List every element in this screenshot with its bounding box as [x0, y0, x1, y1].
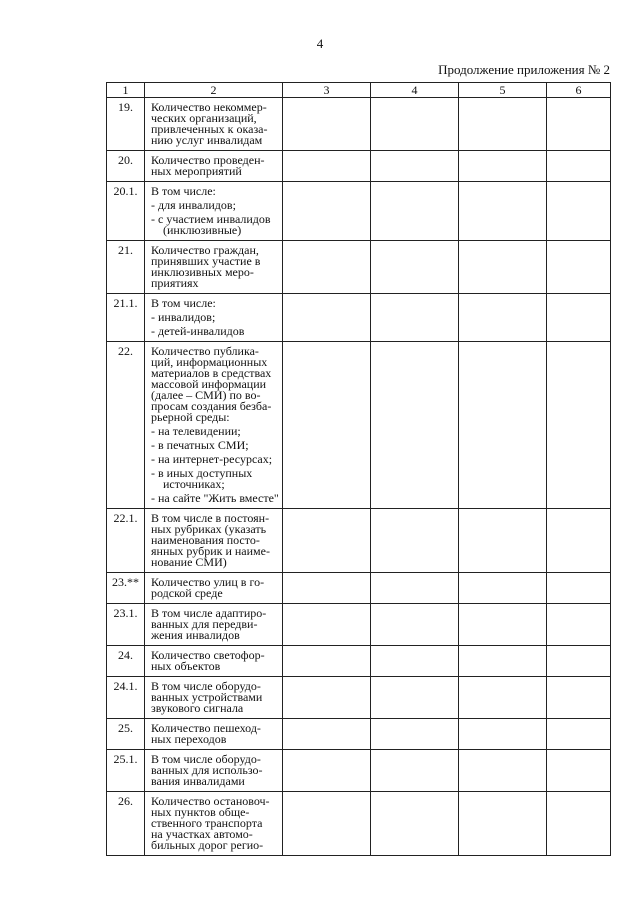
value-cell-col-5: [459, 151, 547, 182]
row-number: 21.: [107, 241, 145, 294]
row-number: 21.1.: [107, 294, 145, 342]
value-cell-col-5: [459, 182, 547, 241]
value-cell-col-5: [459, 98, 547, 151]
indicator-line: В том числе в постоян-: [151, 511, 270, 525]
indicator-line: ческих организаций,: [151, 111, 257, 125]
indicator-line: ственного транспорта: [151, 816, 263, 830]
indicator-line: ных объектов: [151, 659, 221, 673]
indicator-line: В том числе:: [151, 296, 216, 310]
header-col-3: 3: [283, 83, 371, 98]
value-cell-col-4: [371, 182, 459, 241]
indicator-line: ций, информационных: [151, 355, 268, 369]
indicator-line: Количество некоммер-: [151, 100, 267, 114]
indicator-subitem: [151, 214, 280, 236]
row-number: 23.1.: [107, 604, 145, 646]
value-cell-col-6: [547, 750, 611, 792]
value-cell-col-4: [371, 792, 459, 856]
value-cell-col-6: [547, 182, 611, 241]
indicator-line: ных рубриках (указать: [151, 522, 267, 536]
table-row: [107, 241, 611, 294]
table-row: [107, 792, 611, 856]
indicator-line: ванных для использо-: [151, 763, 263, 777]
indicator-name: [145, 677, 283, 719]
table-row: [107, 646, 611, 677]
value-cell-col-4: [371, 151, 459, 182]
indicator-line: приятиях: [151, 276, 199, 290]
indicator-line: на участках автомо-: [151, 827, 253, 841]
value-cell-col-3: [283, 677, 371, 719]
value-cell-col-5: [459, 750, 547, 792]
row-number: 25.: [107, 719, 145, 750]
value-cell-col-4: [371, 646, 459, 677]
value-cell-col-3: [283, 573, 371, 604]
indicator-line: Количество проведен-: [151, 153, 265, 167]
value-cell-col-6: [547, 241, 611, 294]
indicator-subitem: [151, 426, 280, 437]
indicator-subitem: [151, 468, 280, 490]
indicator-name: [145, 294, 283, 342]
indicator-line: ных пунктов обще-: [151, 805, 250, 819]
row-number: 22.1.: [107, 509, 145, 573]
indicator-line: Количество улиц в го-: [151, 575, 265, 589]
subitem-text: - инвалидов;: [151, 310, 216, 324]
indicator-line: родской среде: [151, 586, 223, 600]
indicator-line: нование СМИ): [151, 555, 227, 569]
indicator-line: Количество пешеход-: [151, 721, 261, 735]
indicator-name: [145, 792, 283, 856]
value-cell-col-4: [371, 604, 459, 646]
header-col-2: 2: [145, 83, 283, 98]
value-cell-col-4: [371, 509, 459, 573]
indicator-line: ванных устройствами: [151, 690, 263, 704]
indicator-line: жения инвалидов: [151, 628, 240, 642]
indicator-name: [145, 573, 283, 604]
indicator-line: инклюзивных меро-: [151, 265, 254, 279]
table-row: [107, 98, 611, 151]
indicator-name: [145, 241, 283, 294]
value-cell-col-5: [459, 294, 547, 342]
value-cell-col-3: [283, 792, 371, 856]
value-cell-col-3: [283, 342, 371, 509]
value-cell-col-3: [283, 294, 371, 342]
value-cell-col-3: [283, 182, 371, 241]
indicator-line: В том числе оборудо-: [151, 679, 261, 693]
subitem-text: - в иных доступных: [151, 466, 253, 480]
subitem-continuation: источниках;: [163, 477, 225, 491]
indicator-name: [145, 646, 283, 677]
indicator-subitem: [151, 326, 280, 337]
indicator-line: рьерной среды:: [151, 410, 230, 424]
subitem-text: - детей-инвалидов: [151, 324, 245, 338]
row-number: 22.: [107, 342, 145, 509]
indicator-name: [145, 509, 283, 573]
indicator-line: привлеченных к оказа-: [151, 122, 268, 136]
indicator-name: [145, 719, 283, 750]
subitem-text: - в печатных СМИ;: [151, 438, 249, 452]
table-row: [107, 719, 611, 750]
indicator-line: материалов в средствах: [151, 366, 272, 380]
value-cell-col-4: [371, 98, 459, 151]
row-number: 20.1.: [107, 182, 145, 241]
value-cell-col-6: [547, 677, 611, 719]
row-number: 19.: [107, 98, 145, 151]
value-cell-col-5: [459, 646, 547, 677]
row-number: 26.: [107, 792, 145, 856]
indicator-line: ных переходов: [151, 732, 227, 746]
subitem-text: - на телевидении;: [151, 424, 241, 438]
indicator-line: Количество светофор-: [151, 648, 265, 662]
value-cell-col-5: [459, 342, 547, 509]
indicator-line: В том числе оборудо-: [151, 752, 261, 766]
subitem-text: - на сайте "Жить вместе": [151, 491, 279, 505]
indicator-line: массовой информации: [151, 377, 267, 391]
value-cell-col-6: [547, 342, 611, 509]
value-cell-col-3: [283, 151, 371, 182]
value-cell-col-6: [547, 604, 611, 646]
subitem-continuation: (инклюзивные): [163, 223, 242, 237]
table-row: [107, 573, 611, 604]
value-cell-col-3: [283, 604, 371, 646]
value-cell-col-6: [547, 509, 611, 573]
indicator-line: ных мероприятий: [151, 164, 242, 178]
table-row: [107, 342, 611, 509]
indicator-line: (далее – СМИ) по во-: [151, 388, 261, 402]
row-number: 20.: [107, 151, 145, 182]
value-cell-col-6: [547, 646, 611, 677]
indicator-subitem: [151, 312, 280, 323]
indicator-name: [145, 151, 283, 182]
row-number: 25.1.: [107, 750, 145, 792]
indicator-line: ванных для передви-: [151, 617, 258, 631]
value-cell-col-4: [371, 719, 459, 750]
value-cell-col-6: [547, 792, 611, 856]
value-cell-col-6: [547, 151, 611, 182]
page-number: 4: [316, 36, 324, 51]
value-cell-col-4: [371, 294, 459, 342]
value-cell-col-3: [283, 750, 371, 792]
value-cell-col-4: [371, 241, 459, 294]
indicator-name: [145, 98, 283, 151]
indicator-line: вания инвалидами: [151, 774, 245, 788]
continuation-caption: Продолжение приложения № 2: [438, 62, 610, 77]
indicators-table: [106, 82, 611, 856]
value-cell-col-3: [283, 98, 371, 151]
indicator-line: нию услуг инвалидам: [151, 133, 263, 147]
indicator-line: Количество остановоч-: [151, 794, 270, 808]
table-row: [107, 182, 611, 241]
value-cell-col-5: [459, 604, 547, 646]
value-cell-col-5: [459, 241, 547, 294]
indicator-name: [145, 182, 283, 241]
indicator-name: [145, 750, 283, 792]
value-cell-col-5: [459, 509, 547, 573]
value-cell-col-4: [371, 677, 459, 719]
indicator-line: Количество граждан,: [151, 243, 259, 257]
row-number: 23.**: [107, 573, 145, 604]
indicator-name: [145, 604, 283, 646]
subitem-text: - на интернет-ресурсах;: [151, 452, 273, 466]
value-cell-col-4: [371, 573, 459, 604]
header-row: [107, 83, 611, 98]
table-row: [107, 604, 611, 646]
value-cell-col-5: [459, 792, 547, 856]
subitem-text: - для инвалидов;: [151, 198, 236, 212]
indicator-line: принявших участие в: [151, 254, 261, 268]
value-cell-col-6: [547, 294, 611, 342]
value-cell-col-5: [459, 573, 547, 604]
header-col-1: 1: [107, 83, 145, 98]
value-cell-col-3: [283, 241, 371, 294]
indicator-line: В том числе адаптиро-: [151, 606, 267, 620]
table-row: [107, 294, 611, 342]
indicator-name: [145, 342, 283, 509]
indicator-line: В том числе:: [151, 184, 216, 198]
value-cell-col-6: [547, 719, 611, 750]
table-row: [107, 151, 611, 182]
value-cell-col-3: [283, 719, 371, 750]
table-row: [107, 677, 611, 719]
indicator-line: янных рубрик и наиме-: [151, 544, 270, 558]
table-row: [107, 509, 611, 573]
header-col-4: 4: [371, 83, 459, 98]
indicator-subitem: [151, 454, 280, 465]
value-cell-col-3: [283, 509, 371, 573]
indicator-subitem: [151, 493, 280, 504]
row-number: 24.1.: [107, 677, 145, 719]
table-body: [107, 98, 611, 856]
value-cell-col-4: [371, 342, 459, 509]
value-cell-col-4: [371, 750, 459, 792]
indicator-line: просам создания безба-: [151, 399, 272, 413]
value-cell-col-6: [547, 573, 611, 604]
row-number: 24.: [107, 646, 145, 677]
value-cell-col-6: [547, 98, 611, 151]
value-cell-col-5: [459, 677, 547, 719]
indicator-line: бильных дорог регио-: [151, 838, 264, 852]
subitem-text: - с участием инвалидов: [151, 212, 271, 226]
indicator-subitem: [151, 200, 280, 211]
value-cell-col-5: [459, 719, 547, 750]
indicator-line: наименования посто-: [151, 533, 260, 547]
indicator-line: звукового сигнала: [151, 701, 244, 715]
value-cell-col-3: [283, 646, 371, 677]
header-col-5: 5: [459, 83, 547, 98]
indicator-subitem: [151, 440, 280, 451]
table-row: [107, 750, 611, 792]
header-col-6: 6: [547, 83, 611, 98]
indicator-line: Количество публика-: [151, 344, 259, 358]
